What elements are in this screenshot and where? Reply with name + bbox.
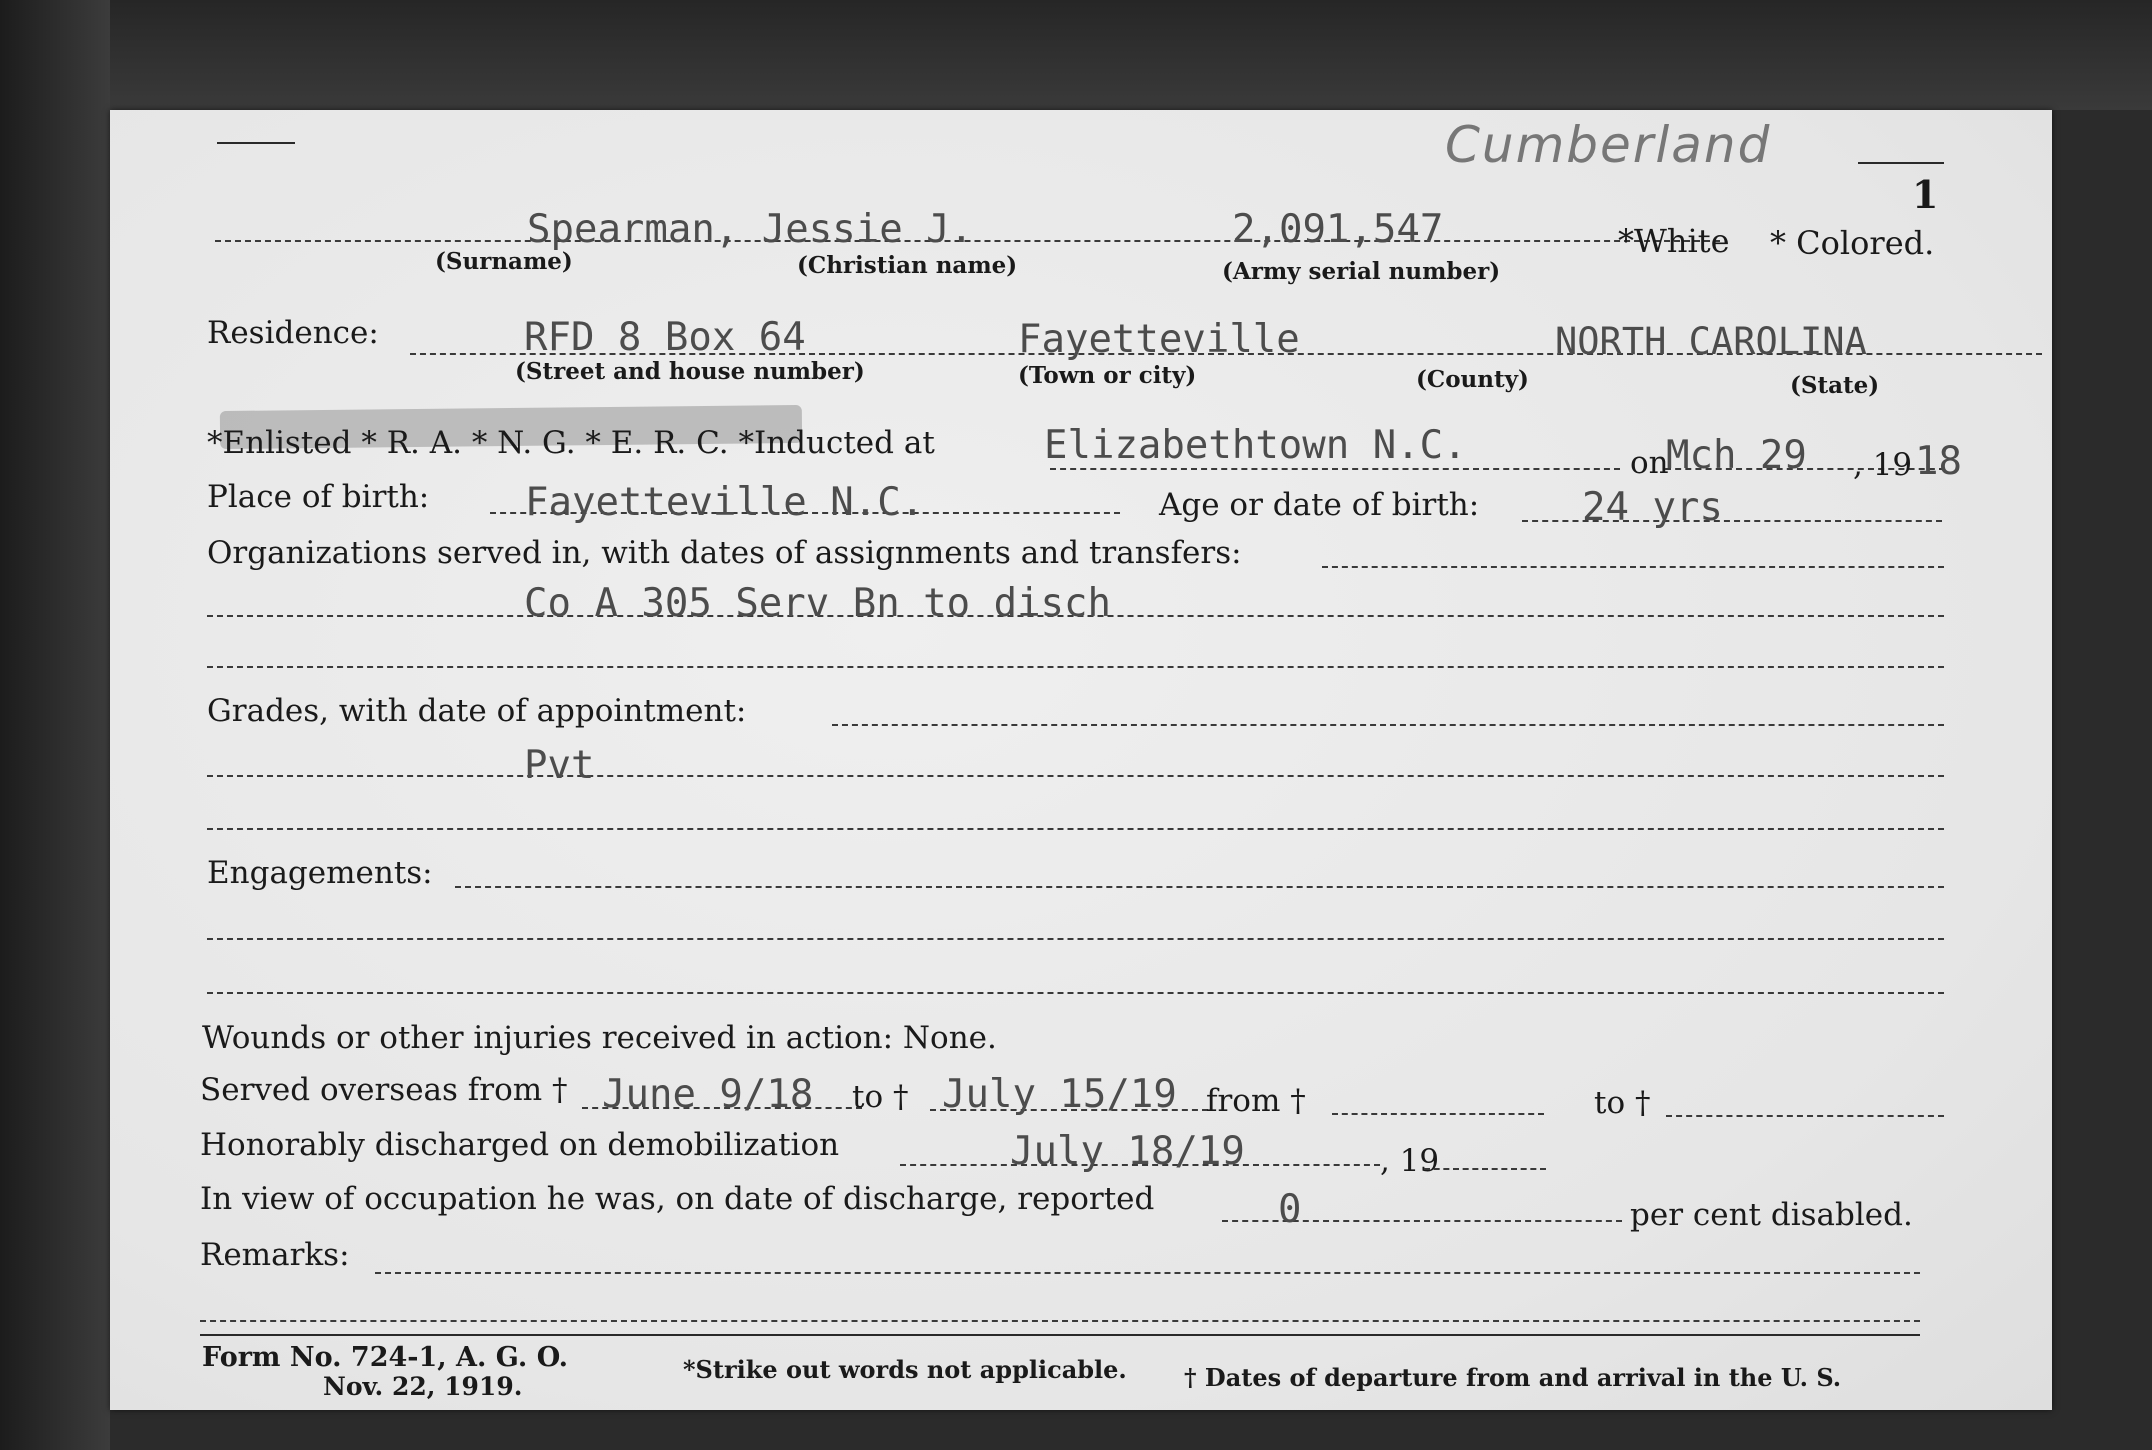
place-of-birth-value: Fayetteville N.C. [525, 480, 925, 525]
serial-value: 2,091,547 [1232, 207, 1444, 252]
discharge-label: Honorably discharged on demobilization [200, 1127, 840, 1163]
organizations-line-1 [1322, 566, 1944, 568]
induction-year-suffix: 18 [1915, 439, 1962, 484]
induction-status-options: *Enlisted * R. A. * N. G. * E. R. C. *Inducted at [207, 425, 935, 461]
colored-label: * Colored. [1770, 224, 1935, 262]
disability-value: 0 [1278, 1187, 1302, 1232]
card-number: 1 [1912, 172, 1939, 217]
caption-christian-name: (Christian name) [797, 252, 1018, 279]
induction-date: Mch 29 [1666, 433, 1807, 478]
wounds-text: Wounds or other injuries received in action: None. [202, 1020, 997, 1056]
organizations-line-3 [207, 666, 1944, 668]
engagements-line-3 [207, 992, 1944, 994]
residence-town: Fayetteville [1018, 317, 1300, 362]
overseas-to2-line [1666, 1115, 1944, 1117]
organizations-value: Co A 305 Serv Bn to disch [524, 581, 1111, 626]
overseas-to-value: July 15/19 [942, 1072, 1177, 1117]
remarks-line-2 [200, 1320, 1920, 1322]
overseas-to2-label: to † [1594, 1085, 1651, 1121]
caption-army-serial: (Army serial number) [1222, 258, 1501, 285]
engagements-label: Engagements: [207, 855, 433, 891]
grades-label: Grades, with date of appointment: [207, 693, 747, 729]
overseas-to-label: to † [852, 1079, 909, 1115]
remarks-line-1 [375, 1272, 1920, 1274]
overseas-from2-label: from † [1206, 1083, 1306, 1119]
scan-background-left [0, 0, 110, 1450]
top-left-rule [217, 142, 295, 144]
overseas-from-label: Served overseas from † [200, 1072, 568, 1108]
residence-label: Residence: [207, 315, 379, 351]
induction-place: Elizabethtown N.C. [1044, 423, 1467, 468]
caption-street: (Street and house number) [515, 358, 865, 385]
induction-year-prefix: , 19 [1853, 447, 1913, 483]
induction-on-label: on [1630, 445, 1669, 481]
scan-background-top [0, 0, 2152, 110]
induction-place-line [1050, 468, 1620, 470]
remarks-label: Remarks: [200, 1237, 350, 1273]
strike-out-note: *Strike out words not applicable. [683, 1355, 1127, 1384]
caption-state: (State) [1790, 372, 1880, 399]
discharge-date: July 18/19 [1010, 1129, 1245, 1174]
footer-rule [200, 1334, 1920, 1336]
discharge-year-line [1424, 1168, 1546, 1170]
card-number-rule [1858, 162, 1944, 164]
service-record-card [110, 110, 2052, 1410]
age-value: 24 yrs [1582, 485, 1723, 530]
county-handwritten: Cumberland [1445, 116, 1772, 174]
disability-label: In view of occupation he was, on date of discharge, reported [200, 1181, 1155, 1217]
caption-surname: (Surname) [435, 248, 573, 275]
overseas-from-value: June 9/18 [602, 1072, 814, 1117]
form-date: Nov. 22, 1919. [323, 1372, 523, 1401]
overseas-from2-line [1332, 1113, 1544, 1115]
grades-line-2 [207, 775, 1944, 777]
caption-county: (County) [1416, 366, 1529, 393]
name-value: Spearman, Jessie J. [527, 207, 974, 252]
caption-town: (Town or city) [1018, 362, 1197, 389]
discharge-year-prefix: , 19 [1380, 1143, 1440, 1179]
engagements-line-2 [207, 938, 1944, 940]
residence-street: RFD 8 Box 64 [524, 315, 806, 360]
grades-line-1 [832, 724, 1944, 726]
engagements-line-1 [455, 886, 1944, 888]
organizations-label: Organizations served in, with dates of assignments and transfers: [207, 535, 1242, 571]
form-number: Form No. 724-1, A. G. O. [202, 1342, 569, 1373]
grades-line-3 [207, 828, 1944, 830]
place-of-birth-label: Place of birth: [207, 479, 430, 515]
disability-suffix: per cent disabled. [1630, 1197, 1913, 1233]
dates-note: † Dates of departure from and arrival in the U. S. [1184, 1363, 1842, 1392]
white-label: *White [1618, 222, 1730, 260]
residence-state: NORTH CAROLINA [1555, 320, 1867, 363]
age-label: Age or date of birth: [1159, 487, 1480, 523]
grades-value: Pvt [524, 743, 595, 788]
